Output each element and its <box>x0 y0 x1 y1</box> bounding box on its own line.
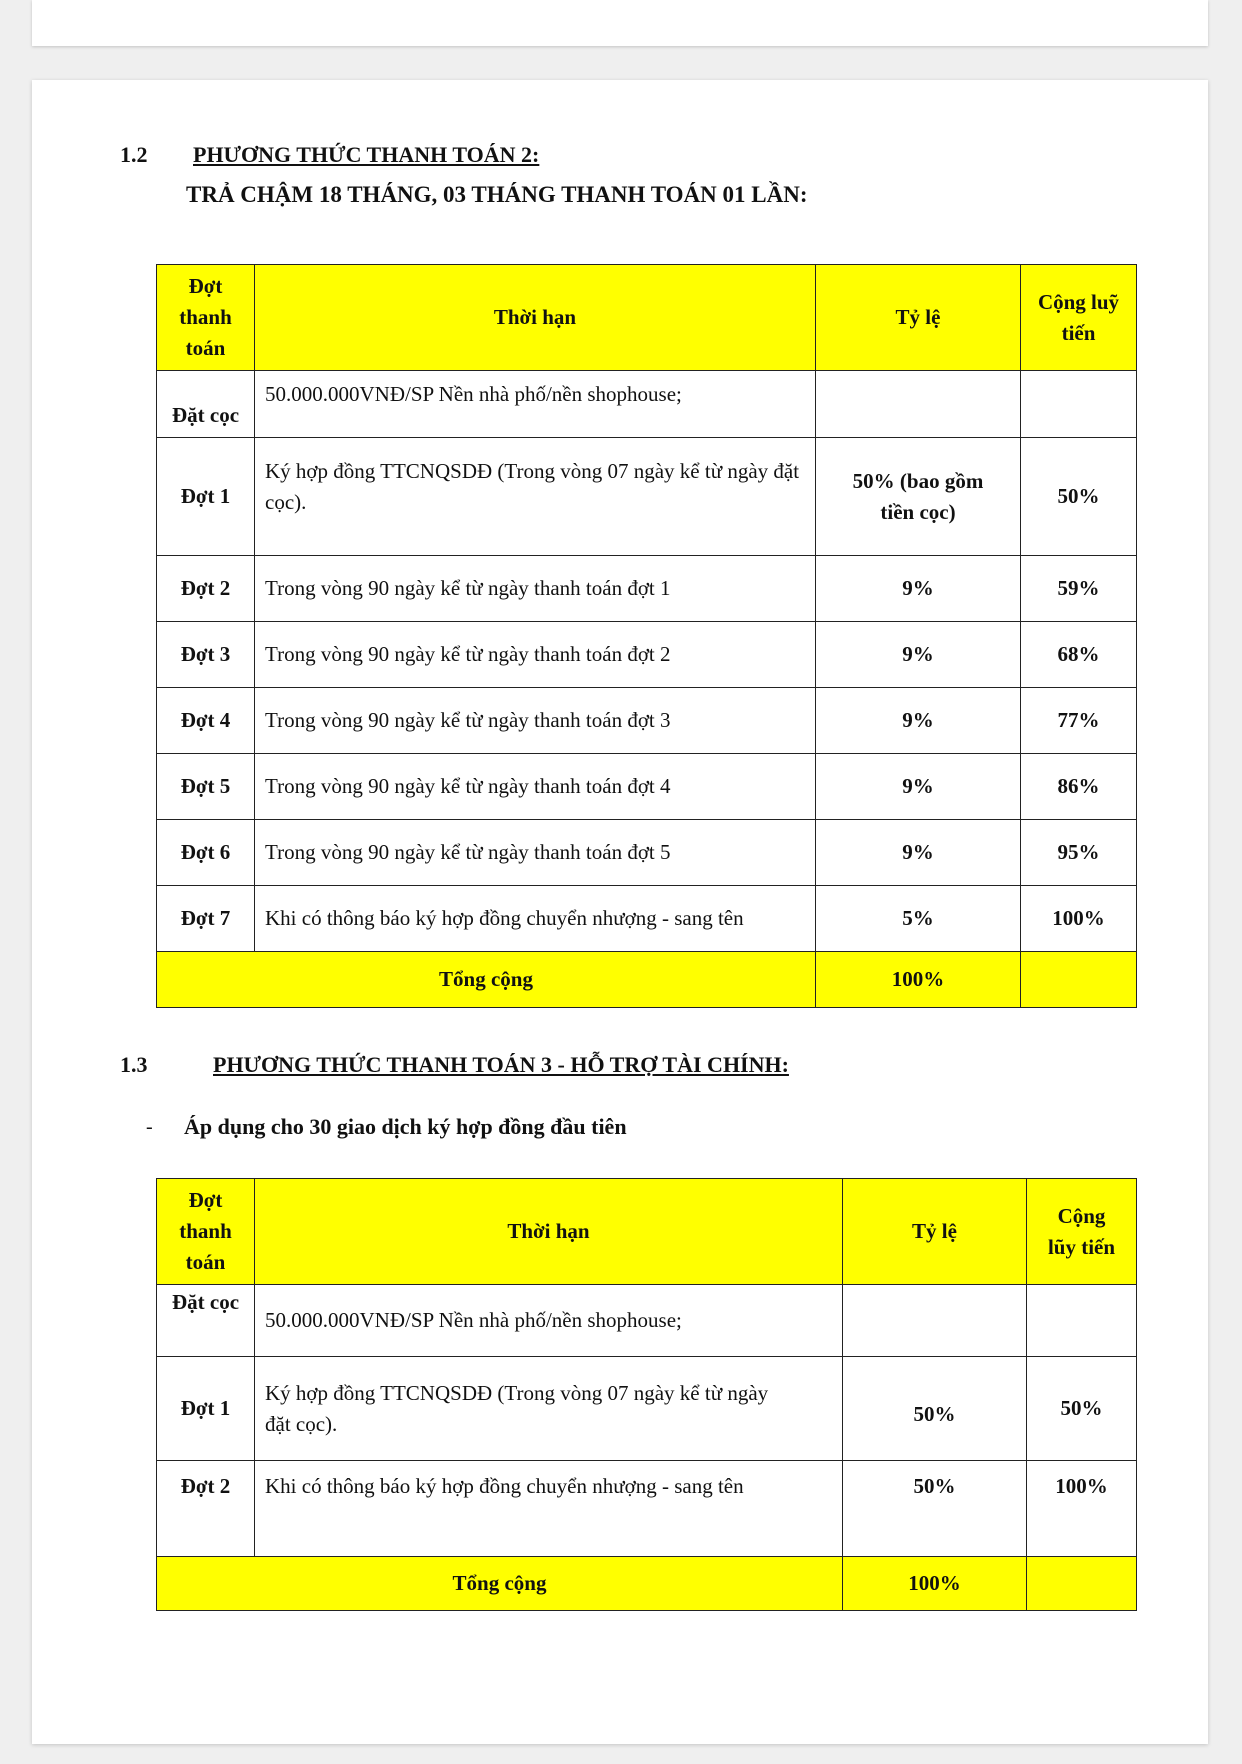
table-header-row <box>157 1179 1137 1285</box>
document-page <box>32 80 1208 1744</box>
table-total-row <box>157 1557 1137 1611</box>
header-thoi-han: Thời hạn <box>255 265 816 371</box>
payment-table-1 <box>156 264 1137 1008</box>
table-row: Đợt 1 Ký hợp đồng TTCNQSDĐ (Trong vòng 07 ngày kể từ ngày đặt cọc). 50% (bao gồm tiền cọc) 50% <box>157 438 1137 556</box>
section-1-2-title: PHƯƠNG THỨC THANH TOÁN 2: <box>193 142 540 167</box>
section-1-2-subtitle: TRẢ CHẬM 18 THÁNG, 03 THÁNG THANH TOÁN 01 LẦN: <box>186 182 808 207</box>
total-label: Tổng cộng <box>157 1557 843 1611</box>
table-total-row <box>157 952 1137 1008</box>
payment-table-2 <box>156 1178 1137 1611</box>
total-label: Tổng cộng <box>157 952 816 1008</box>
header-ty-le: Tỷ lệ <box>816 265 1021 371</box>
total-value: 100% <box>816 952 1021 1008</box>
header-cong-luy-tien: Cộng lũy tiến <box>1027 1179 1137 1285</box>
table-row: Đợt 3 Trong vòng 90 ngày kể từ ngày thanh toán đợt 2 9% 68% <box>157 622 1137 688</box>
table-row: Đợt 5 Trong vòng 90 ngày kể từ ngày thanh toán đợt 4 9% 86% <box>157 754 1137 820</box>
previous-page-sheet <box>32 0 1208 46</box>
table-row: Đợt 2 Khi có thông báo ký hợp đồng chuyển nhượng - sang tên 50% 100% <box>157 1461 1137 1557</box>
table-row: Đặt cọc 50.000.000VNĐ/SP Nền nhà phố/nền shophouse; <box>157 1285 1137 1357</box>
section-1-2-number: 1.2 <box>120 142 148 167</box>
section-1-3-number: 1.3 <box>120 1052 148 1077</box>
header-thoi-han: Thời hạn <box>255 1179 843 1285</box>
table-row: Đợt 6 Trong vòng 90 ngày kể từ ngày thanh toán đợt 5 9% 95% <box>157 820 1137 886</box>
table-header-row <box>157 265 1137 371</box>
table-row: Đợt 7 Khi có thông báo ký hợp đồng chuyển nhượng - sang tên 5% 100% <box>157 886 1137 952</box>
header-cong-luy-tien: Cộng luỹ tiến <box>1021 265 1137 371</box>
bullet-mark: - <box>146 1116 153 1138</box>
total-value: 100% <box>843 1557 1027 1611</box>
bullet-text: Áp dụng cho 30 giao dịch ký hợp đồng đầu tiên <box>184 1114 627 1139</box>
table-row: Đợt 2 Trong vòng 90 ngày kể từ ngày thanh toán đợt 1 9% 59% <box>157 556 1137 622</box>
header-ty-le: Tỷ lệ <box>843 1179 1027 1285</box>
header-dot: Đợt thanh toán <box>157 265 255 371</box>
table-row: Đợt 4 Trong vòng 90 ngày kể từ ngày thanh toán đợt 3 9% 77% <box>157 688 1137 754</box>
table-row: Đặt cọc 50.000.000VNĐ/SP Nền nhà phố/nền shophouse; <box>157 371 1137 438</box>
table-row: Đợt 1 Ký hợp đồng TTCNQSDĐ (Trong vòng 07 ngày kể từ ngày đặt cọc). 50% 50% <box>157 1357 1137 1461</box>
header-dot: Đợt thanh toán <box>157 1179 255 1285</box>
section-1-3-title: PHƯƠNG THỨC THANH TOÁN 3 - HỖ TRỢ TÀI CHÍNH: <box>213 1052 789 1077</box>
